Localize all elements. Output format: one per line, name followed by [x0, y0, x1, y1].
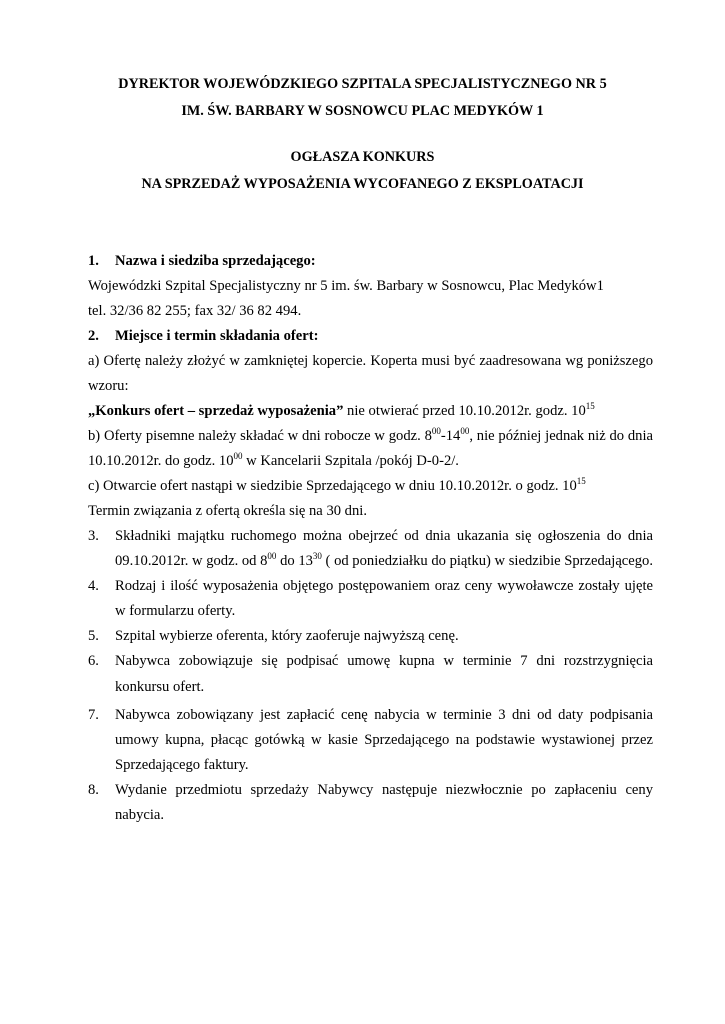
c-text: c) Otwarcie ofert nastąpi w siedzibie Sprzedającego w dniu 10.10.2012r. o godz. 10 — [88, 478, 577, 494]
item-3-sup-1: 00 — [267, 551, 277, 561]
header-line-1: DYREKTOR WOJEWÓDZKIEGO SZPITALA SPECJALISTYCZNEGO NR 5 — [118, 76, 607, 92]
b-text-1: b) Oferty pisemne należy składać w dni robocze w godz. 8 — [88, 428, 432, 444]
envelope-label-sup: 15 — [585, 401, 595, 411]
item-6-number: 6. — [88, 653, 99, 669]
item-6-line-1: Nabywca zobowiązuje się podpisać umowę kupna w terminie 7 dni rozstrzygnięcia — [115, 653, 653, 669]
item-8-line-1: Wydanie przedmiotu sprzedaży Nabywcy następuje niezwłocznie po zapłaceniu ceny — [115, 782, 653, 798]
b-sup-2: 00 — [460, 426, 470, 436]
item-7-number: 7. — [88, 707, 99, 723]
section-2-c-line — [88, 477, 586, 495]
item-3-sup-2: 30 — [312, 551, 322, 561]
seller-contact: tel. 32/36 82 255; fax 32/ 36 82 494. — [88, 303, 302, 319]
section-2-heading: Miejsce i termin składania ofert: — [115, 328, 319, 344]
section-1-number: 1. — [88, 253, 99, 269]
item-6-line-2: konkursu ofert. — [115, 679, 205, 695]
b-text-3: , nie później jednak niż do dnia — [469, 428, 653, 444]
b2-text-2: w Kancelarii Szpitala /pokój D-0-2/. — [242, 453, 459, 469]
item-8-line-2: nabycia. — [115, 807, 165, 823]
item-3-line-2 — [115, 552, 653, 570]
item-5-number: 5. — [88, 628, 99, 644]
announcement-title: OGŁASZA KONKURS — [290, 149, 435, 165]
item-3-line-1: Składniki majątku ruchomego można obejrzeć od dnia ukazania się ogłoszenia do dnia — [115, 528, 653, 544]
item-3-text-2: do 13 — [276, 553, 313, 569]
section-2-number: 2. — [88, 328, 99, 344]
item-5-line-1: Szpital wybierze oferenta, który zaoferuje najwyższą cenę. — [115, 628, 459, 644]
envelope-label-bold: „Konkurs ofert – sprzedaż wyposażenia” — [88, 403, 344, 419]
b-sup-1: 00 — [431, 426, 441, 436]
b2-text-1: 10.10.2012r. do godz. 10 — [88, 453, 234, 469]
item-3-number: 3. — [88, 528, 99, 544]
b2-sup: 00 — [233, 451, 243, 461]
envelope-label-line — [88, 402, 595, 420]
item-7-line-2: umowy kupna, płacąc gotówką w kasie Sprzedającego na podstawie wystawionej przez — [115, 732, 653, 748]
b-text-2: -14 — [440, 428, 461, 444]
section-1-heading: Nazwa i siedziba sprzedającego: — [115, 253, 316, 269]
section-2-b-line-2 — [88, 452, 459, 470]
envelope-label-text: nie otwierać przed 10.10.2012r. godz. 10 — [343, 403, 586, 419]
item-4-line-2: w formularzu oferty. — [115, 603, 236, 619]
announcement-subtitle: NA SPRZEDAŻ WYPOSAŻENIA WYCOFANEGO Z EKSPLOATACJI — [141, 176, 584, 192]
item-7-line-1: Nabywca zobowiązany jest zapłacić cenę nabycia w terminie 3 dni od daty podpisania — [115, 707, 653, 723]
item-8-number: 8. — [88, 782, 99, 798]
item-3-text-1: 09.10.2012r. w godz. od 8 — [115, 553, 268, 569]
seller-address: Wojewódzki Szpital Specjalistyczny nr 5 im. św. Barbary w Sosnowcu, Plac Medyków1 — [88, 278, 604, 294]
item-4-line-1: Rodzaj i ilość wyposażenia objętego postępowaniem oraz ceny wywoławcze zostały ujęte — [115, 578, 653, 594]
header-line-2: IM. ŚW. BARBARY W SOSNOWCU PLAC MEDYKÓW 1 — [181, 103, 544, 119]
item-4-number: 4. — [88, 578, 99, 594]
section-2-a-line-1: a) Ofertę należy złożyć w zamkniętej kopercie. Koperta musi być zaadresowana wg poniższego — [88, 353, 653, 369]
offer-binding-period: Termin związania z ofertą określa się na 30 dni. — [88, 503, 367, 519]
section-2-a-line-2: wzoru: — [88, 378, 129, 394]
section-2-b-line-1 — [88, 427, 653, 445]
item-3-text-3: ( od poniedziałku do piątku) w siedzibie Sprzedającego. — [321, 553, 653, 569]
c-sup: 15 — [576, 476, 586, 486]
item-7-line-3: Sprzedającego faktury. — [115, 757, 249, 773]
